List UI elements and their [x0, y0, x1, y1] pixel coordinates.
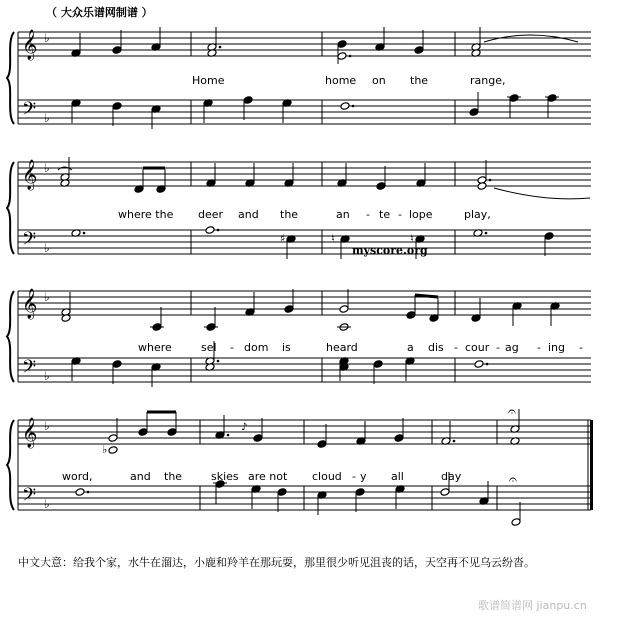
- fermata: 𝄐: [508, 404, 516, 420]
- lyric-syllable: word,: [62, 470, 93, 483]
- treble-clef: 𝄞: [22, 30, 38, 60]
- note-head: [373, 360, 383, 369]
- key-signature-flat: ♭: [44, 111, 50, 125]
- treble-clef: 𝄞: [22, 160, 38, 190]
- note-dot: [453, 440, 456, 443]
- watermark: 歌谱简谱网 jianpu.cn: [478, 599, 587, 612]
- lyric-syllable: where: [138, 341, 172, 354]
- lyric-syllable: the: [280, 208, 299, 221]
- lyric-syllable: and: [130, 470, 151, 483]
- note-head: [243, 96, 253, 105]
- note-head: [337, 40, 347, 49]
- note-head: [339, 305, 349, 314]
- fermata: 𝄐: [509, 472, 517, 488]
- lyric-syllable: -: [537, 341, 541, 354]
- bass-clef: 𝄢: [22, 485, 37, 510]
- note-head: [277, 488, 287, 497]
- note-head: [253, 434, 263, 443]
- lyric-syllable: all: [391, 470, 404, 483]
- note-head: [414, 46, 424, 55]
- lyric-syllable: -: [366, 208, 370, 221]
- tie: [494, 188, 590, 199]
- bass-clef: 𝄢: [22, 357, 37, 382]
- lyric-syllable: ing: [548, 341, 566, 354]
- lyric-syllable: dom: [244, 341, 269, 354]
- note-head: [138, 428, 148, 437]
- note-head: [544, 232, 554, 241]
- lyric-syllable: the: [410, 74, 429, 87]
- note-dot: [217, 229, 220, 232]
- header-label: （ 大众乐谱网制谱 ）: [46, 6, 153, 19]
- lyric-syllable: deer: [198, 208, 224, 221]
- note-head: [337, 52, 347, 61]
- lyric-syllable: cour: [465, 341, 490, 354]
- lyric-syllable: heard: [326, 341, 358, 354]
- bass-clef: 𝄢: [22, 229, 37, 254]
- lyric-syllable: dis: [428, 341, 444, 354]
- key-signature-flat: ♭: [44, 419, 50, 433]
- lyric-syllable: lope: [409, 208, 433, 221]
- chinese-translation: 中文大意：给我个家，水牛在溜达，小鹿和羚羊在那玩耍，那里很少听见沮丧的话，天空再不见乌云纷沓。: [18, 556, 535, 569]
- note-head: [355, 488, 365, 497]
- grace-note: ♪: [241, 422, 248, 433]
- lyric-syllable: y: [360, 470, 367, 483]
- lyric-syllable: a: [407, 341, 414, 354]
- lyric-syllable: te: [379, 208, 391, 221]
- lyric-syllable: range,: [470, 74, 506, 87]
- key-signature-flat: ♭: [44, 31, 50, 45]
- brace: [7, 291, 14, 382]
- system-2: [7, 162, 591, 254]
- note-dot: [486, 363, 489, 366]
- lyric-syllable: and: [238, 208, 259, 221]
- lyric-syllable: where the: [118, 208, 174, 221]
- lyric-syllable: -: [579, 341, 583, 354]
- note-head: [477, 182, 487, 191]
- flat-accidental: ♭: [102, 443, 108, 456]
- brace: [7, 420, 14, 510]
- note-head: [376, 182, 386, 191]
- note-head: [394, 434, 404, 443]
- note-head: [112, 102, 122, 111]
- key-signature-flat: ♭: [44, 161, 50, 175]
- key-signature-flat: ♭: [44, 290, 50, 304]
- natural-accidental: ♮: [410, 232, 414, 245]
- note-dot: [87, 491, 90, 494]
- system-4: [7, 420, 591, 510]
- key-signature-flat: ♭: [44, 241, 50, 255]
- note-dot: [352, 105, 355, 108]
- natural-accidental: ♮: [331, 232, 335, 245]
- lyric-syllable: skies: [211, 470, 239, 483]
- lyric-syllable: ag: [505, 341, 519, 354]
- lyric-syllable: on: [372, 74, 386, 87]
- lyric-syllable: -: [496, 341, 500, 354]
- lyric-syllable: day: [441, 470, 462, 483]
- key-signature-flat: ♭: [44, 497, 50, 511]
- note-dot: [485, 232, 488, 235]
- lyric-syllable: are not: [248, 470, 288, 483]
- final-barline-thick: [590, 420, 593, 510]
- lyric-syllable: -: [398, 208, 402, 221]
- note-head: [75, 488, 85, 497]
- note-head: [205, 226, 215, 235]
- brace: [7, 162, 14, 254]
- note-head: [112, 46, 122, 55]
- note-head: [474, 360, 484, 369]
- note-head: [509, 94, 519, 103]
- lyric-syllable: play,: [464, 208, 491, 221]
- lyric-syllable: the: [164, 470, 183, 483]
- treble-clef: 𝄞: [22, 418, 38, 448]
- bass-clef: 𝄢: [22, 99, 37, 124]
- lyric-syllable: is: [282, 341, 291, 354]
- note-head: [547, 94, 557, 103]
- note-head: [284, 305, 294, 314]
- beam: [415, 295, 438, 297]
- treble-clef: 𝄞: [22, 289, 38, 319]
- lyric-syllable: an: [336, 208, 350, 221]
- note-head: [112, 360, 122, 369]
- note-head: [511, 518, 521, 527]
- note-dot: [349, 55, 352, 58]
- key-signature-flat: ♭: [44, 369, 50, 383]
- note-head: [167, 428, 177, 437]
- lyric-syllable: -: [230, 341, 234, 354]
- system-3: [7, 291, 591, 382]
- note-dot: [217, 360, 220, 363]
- note-head: [406, 311, 416, 320]
- lyric-syllable: -: [454, 341, 458, 354]
- note-head: [108, 446, 118, 455]
- note-dot: [83, 232, 86, 235]
- lyric-syllable: home: [325, 74, 357, 87]
- site-mark: myscore.org: [352, 244, 428, 257]
- brace: [7, 32, 14, 124]
- note-head: [469, 108, 479, 117]
- lyric-syllable: cloud: [312, 470, 342, 483]
- lyric-syllable: sel: [201, 341, 217, 354]
- lyric-syllable: Home: [192, 74, 225, 87]
- note-dot: [219, 46, 222, 49]
- note-head: [440, 488, 450, 497]
- note-head: [108, 434, 118, 443]
- note-dot: [489, 179, 492, 182]
- note-dot: [227, 434, 230, 437]
- note-head: [317, 440, 327, 449]
- sharp-accidental: ♯: [280, 232, 286, 245]
- lyric-syllable: -: [352, 470, 356, 483]
- note-head: [340, 102, 350, 111]
